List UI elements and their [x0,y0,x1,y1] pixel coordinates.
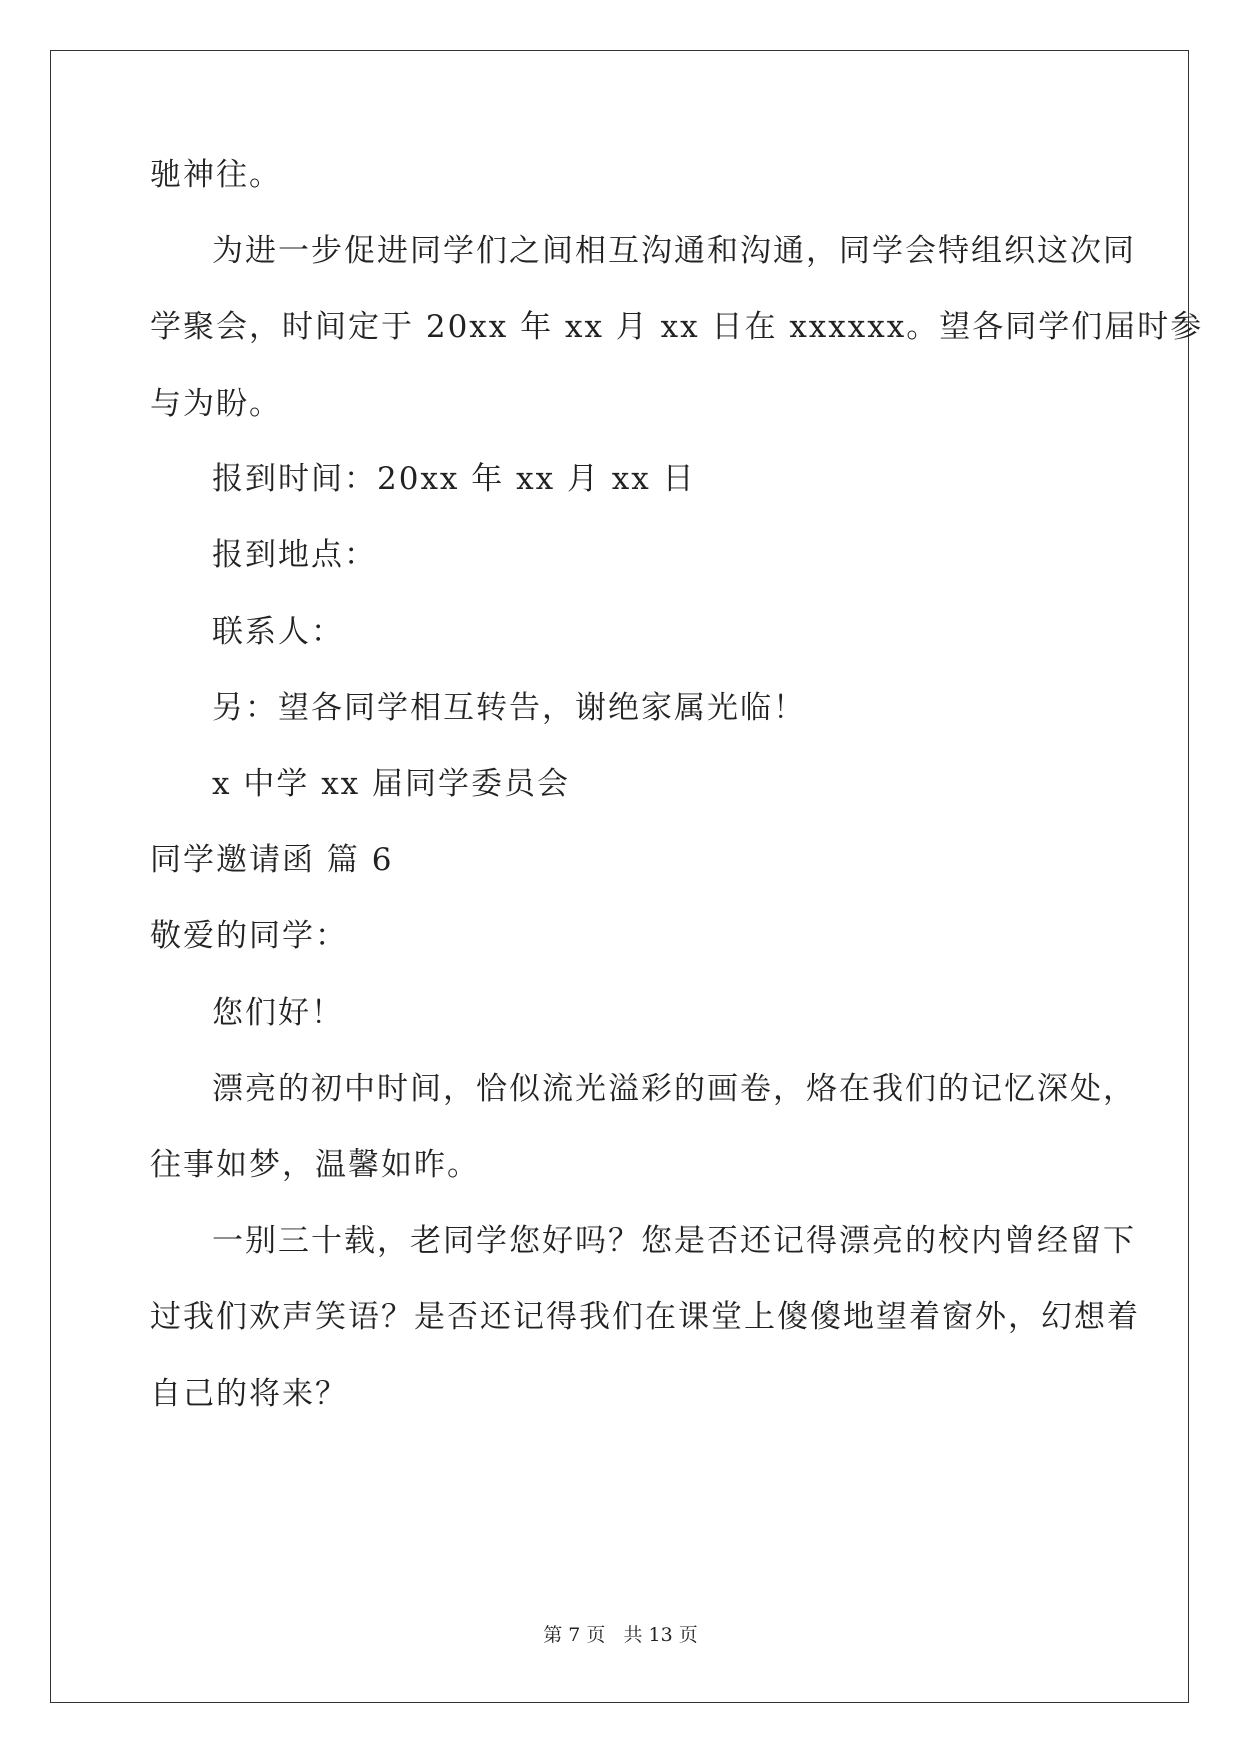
signature-line: x 中学 xx 届同学委员会 [212,766,571,802]
page-number: 第 7 页 [543,1624,606,1646]
section-heading: 同学邀请函 篇 6 [150,842,394,878]
text-line: 报到地点： [212,537,377,573]
text-line: 往事如梦，温馨如昨。 [150,1147,480,1183]
text-line: 学聚会，时间定于 20xx 年 xx 月 xx 日在 xxxxxx。望各同学们届时参 [150,309,1204,345]
text-line: 一别三十载，老同学您好吗？您是否还记得漂亮的校内曾经留下 [212,1223,1136,1259]
greeting: 您们好！ [212,995,344,1031]
text-line: 与为盼。 [150,386,282,422]
text-line: 联系人： [212,614,344,650]
text-line: 报到时间：20xx 年 xx 月 xx 日 [212,461,696,497]
salutation: 敬爱的同学： [150,918,348,954]
text-line: 自己的将来？ [150,1376,348,1412]
page-footer [0,1620,1241,1647]
text-line: 漂亮的初中时间，恰似流光溢彩的画卷，烙在我们的记忆深处， [212,1071,1136,1107]
text-line: 另：望各同学相互转告，谢绝家属光临！ [212,690,806,726]
text-line: 过我们欢声笑语？是否还记得我们在课堂上傻傻地望着窗外，幻想着 [150,1299,1140,1335]
page-total: 共 13 页 [623,1624,698,1646]
text-line: 为进一步促进同学们之间相互沟通和沟通，同学会特组织这次同 [212,233,1136,269]
text-line: 驰神往。 [150,157,282,193]
